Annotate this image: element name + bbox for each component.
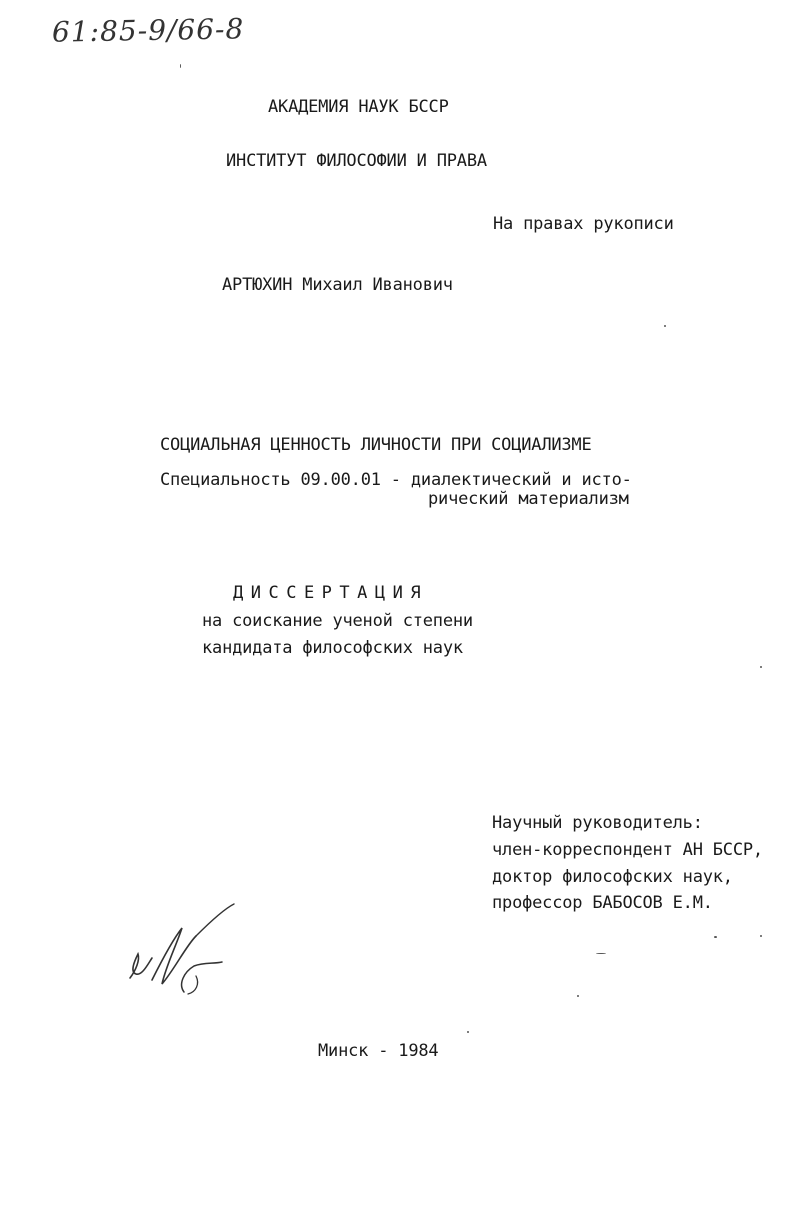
paper-speck [180, 64, 181, 68]
signature-mark [122, 900, 242, 1000]
author-name: АРТЮХИН Михаил Иванович [222, 275, 453, 295]
supervisor-line-3: профессор БАБОСОВ Е.М. [492, 893, 713, 913]
academy-name: АКАДЕМИЯ НАУК БССР [268, 97, 449, 117]
degree-line-1: на соискание ученой степени [202, 611, 473, 631]
specialty-line-2: рический материализм [428, 489, 629, 509]
specialty-line-1: Специальность 09.00.01 - диалектический и исто- [160, 470, 632, 490]
institute-name: ИНСТИТУТ ФИЛОСОФИИ И ПРАВА [226, 151, 487, 171]
manuscript-rights: На правах рукописи [493, 214, 674, 234]
paper-speck [760, 935, 762, 937]
paper-speck [664, 325, 666, 327]
archive-mark: 61:85-9/66-8 [51, 12, 245, 49]
place-and-year: Минск - 1984 [318, 1041, 439, 1061]
dissertation-heading: ДИССЕРТАЦИЯ [233, 583, 429, 603]
degree-line-2: кандидата философских наук [202, 638, 463, 658]
supervisor-label: Научный руководитель: [492, 813, 703, 833]
supervisor-line-2: доктор философских наук, [492, 867, 733, 887]
paper-speck [760, 666, 762, 668]
paper-speck [596, 953, 606, 954]
paper-speck [714, 936, 717, 938]
supervisor-line-1: член-корреспондент АН БССР, [492, 840, 763, 860]
paper-speck [467, 1031, 469, 1033]
dissertation-title: СОЦИАЛЬНАЯ ЦЕННОСТЬ ЛИЧНОСТИ ПРИ СОЦИАЛИЗМЕ [160, 435, 592, 455]
paper-speck [577, 995, 579, 997]
